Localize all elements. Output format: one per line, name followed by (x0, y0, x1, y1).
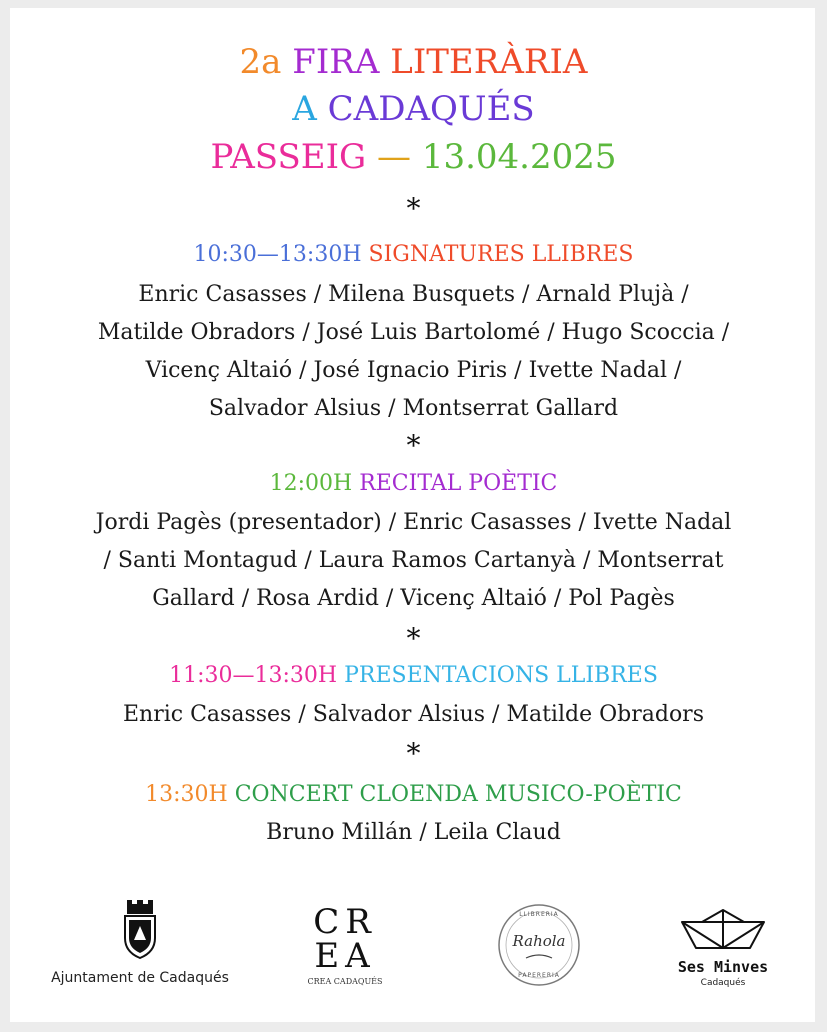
section-time: 12:00H (269, 471, 353, 496)
rahola-bottom-text: PAPERERIA (518, 972, 560, 979)
names-line: Enric Casasses / Salvador Alsius / Matilde Obradors (123, 702, 704, 727)
rahola-name: Rahola (512, 932, 566, 950)
names-line: Gallard / Rosa Ardid / Vicenç Altaió / Pol Pagès (152, 586, 675, 611)
crea-logo (300, 902, 390, 995)
coat-of-arms-icon (40, 898, 240, 968)
names-line: Enric Casasses / Milena Busquets / Arnald Plujà / (138, 282, 689, 307)
rahola-logo (496, 902, 582, 988)
crea-letters-top: CR (313, 902, 377, 942)
section-time: 13:30H (145, 782, 228, 807)
title-edition: 2a (239, 42, 282, 82)
section-title: SIGNATURES LLIBRES (368, 242, 634, 267)
separator-star: * (406, 192, 421, 225)
names-line: Salvador Alsius / Montserrat Gallard (208, 396, 619, 421)
section-header-concert (0, 781, 827, 809)
ses-minves-logo (660, 908, 786, 998)
crea-letters-bottom: EA (314, 936, 376, 976)
names-line: Matilde Obradors / José Luis Bartolomé / Hugo Scoccia / (97, 320, 730, 345)
section-time: 10:30—13:30H (193, 242, 362, 267)
title-fira: FIRA (292, 42, 380, 82)
title-line-2 (0, 89, 827, 129)
title-passeig: PASSEIG (210, 137, 367, 177)
section-title: PRESENTACIONS LLIBRES (344, 663, 658, 688)
title-line-3 (0, 137, 827, 177)
section-title: CONCERT CLOENDA MUSICO-POÈTIC (234, 782, 682, 807)
section-time: 11:30—13:30H (169, 663, 338, 688)
title-cadaques: CADAQUÉS (327, 89, 535, 129)
rahola-top-text: LLIBRERIA (519, 911, 559, 918)
names-line: Vicenç Altaió / José Ignacio Piris / Ivette Nadal / (145, 358, 682, 383)
section-header-signatures (0, 241, 827, 269)
names-line: Bruno Millán / Leila Claud (266, 820, 561, 845)
separator-star: * (406, 622, 421, 655)
title-a: A (292, 89, 317, 129)
separator-star: * (406, 737, 421, 770)
paper-boat-icon (660, 908, 786, 954)
section-header-recital (0, 470, 827, 498)
ajuntament-logo (40, 898, 240, 988)
ajuntament-caption: Ajuntament de Cadaqués (51, 970, 229, 986)
section-title: RECITAL POÈTIC (359, 471, 558, 496)
section-names-presentacions (40, 696, 787, 734)
crea-caption: CREA CADAQUÉS (307, 977, 383, 986)
section-names-signatures (40, 276, 787, 428)
names-line: Jordi Pagès (presentador) / Enric Casasses / Ivette Nadal (95, 510, 732, 535)
separator-star: * (406, 429, 421, 462)
section-header-presentacions (0, 662, 827, 690)
title-line-1 (0, 42, 827, 82)
ses-minves-name: Ses Minves (677, 958, 769, 976)
section-names-recital (40, 504, 787, 618)
title-dash: — (377, 137, 412, 177)
title-literaria: LITERÀRIA (390, 42, 588, 82)
ses-minves-sub: Cadaqués (700, 978, 746, 988)
section-names-concert (40, 814, 787, 852)
title-date: 13.04.2025 (421, 137, 617, 177)
names-line: / Santi Montagud / Laura Ramos Cartanyà / Montserrat (103, 548, 724, 573)
